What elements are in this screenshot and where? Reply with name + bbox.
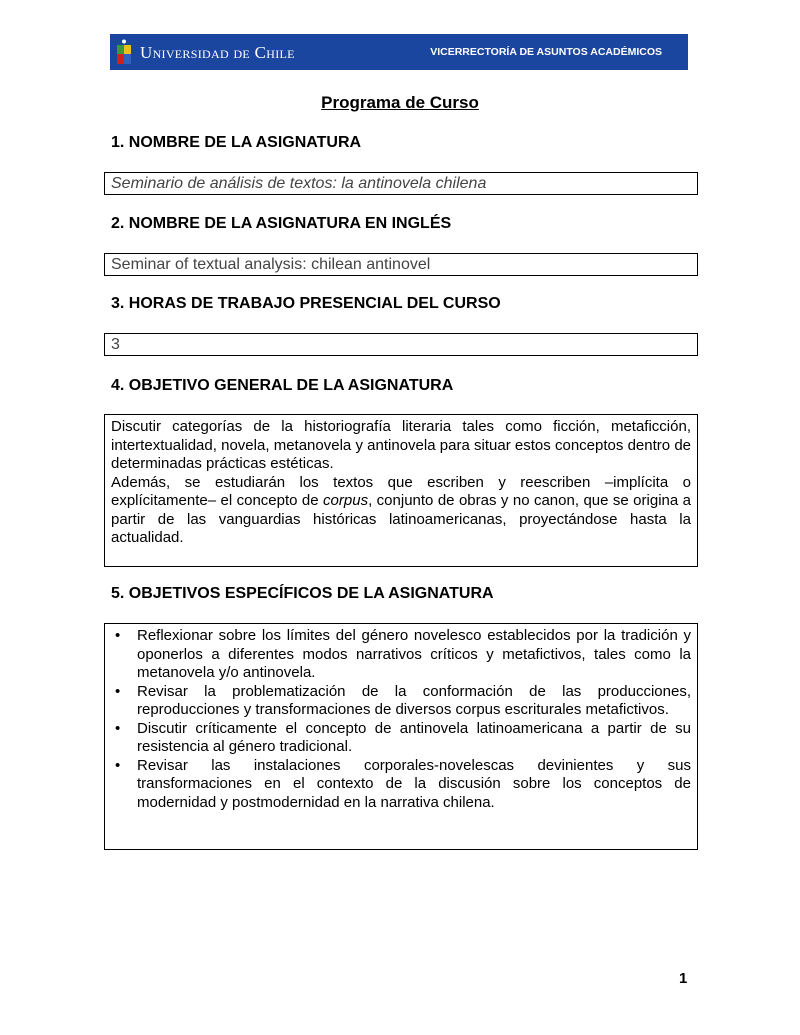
page-title: Programa de Curso (321, 93, 479, 112)
header-banner (110, 34, 688, 70)
course-name-field (104, 172, 698, 195)
section-1-heading: 1. NOMBRE DE LA ASIGNATURA (111, 134, 362, 151)
section-2-heading: 2. NOMBRE DE LA ASIGNATURA EN INGLÉS (111, 215, 452, 232)
course-name-english-value: Seminar of textual analysis: chilean antinovel (111, 256, 431, 273)
office-name: VICERRECTORÍA DE ASUNTOS ACADÉMICOS (430, 46, 662, 58)
general-objective-p1: Discutir categorías de la historiografía literaria tales como ficción, metaficción, intertextualidad, novela, metanovela y antinovela para situar estos conceptos dentro de determinadas prácticas estéticas. (111, 418, 691, 472)
specific-objectives-list (111, 627, 691, 812)
list-item: • Revisar la problematización de la conformación de las producciones, reproducciones y transformaciones de diversos corpus escriturales metafictivos. (137, 683, 691, 720)
section-5-heading: 5. OBJETIVOS ESPECÍFICOS DE LA ASIGNATURA (111, 585, 494, 602)
list-item: • Discutir críticamente el concepto de antinovela latinoamericana a partir de su resistencia al género tradicional. (137, 720, 691, 757)
general-objective-box (104, 414, 698, 567)
course-name-english-field (104, 253, 698, 276)
list-item: • Revisar las instalaciones corporales-novelescas devinientes y sus transformaciones en el contexto de la discusión sobre los conceptos de modernidad y postmodernidad en la narrativa chilena. (137, 757, 691, 813)
list-item: • Reflexionar sobre los límites del género novelesco establecidos por la tradición y oponerlos a diferentes modos narrativos críticos y metafictivos, tales como la metanovela y/o antinovela. (137, 627, 691, 683)
university-name: Universidad de Chile (140, 43, 295, 62)
university-crest-icon (117, 39, 131, 65)
hours-field (104, 333, 698, 356)
hours-value: 3 (111, 336, 120, 353)
course-name-value: Seminario de análisis de textos: la antinovela chilena (111, 175, 487, 192)
general-objective-p2: Además, se estudiarán los textos que escriben y reescriben –implícita o explícitamente– el concepto de corpus, conjunto de obras y no canon, que se origina a partir de las vanguardias históricas latinoamericanas, proyectándose hasta la actualidad. (111, 473, 691, 546)
section-4-heading: 4. OBJETIVO GENERAL DE LA ASIGNATURA (111, 377, 454, 394)
page-number: 1 (679, 970, 688, 987)
section-3-heading: 3. HORAS DE TRABAJO PRESENCIAL DEL CURSO (111, 295, 501, 312)
specific-objectives-box (104, 623, 698, 850)
